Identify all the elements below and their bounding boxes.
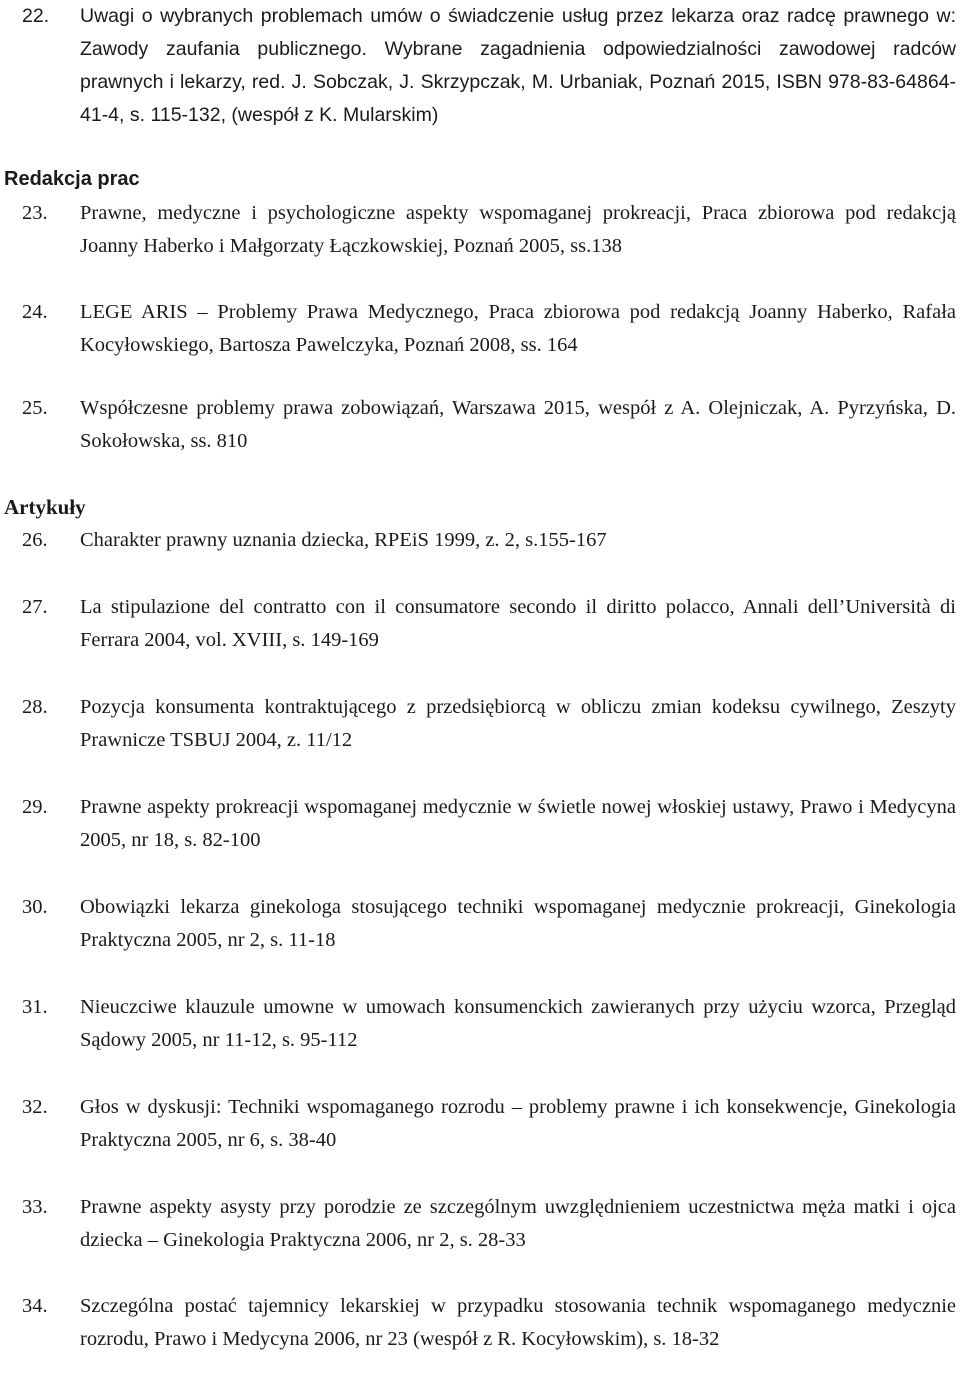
item-text: Prawne, medyczne i psychologiczne aspekty wspomaganej prokreacji, Praca zbiorowa pod redakcją Joanny Haberko i Małgorzaty Łączkowskiej, Poznań 2005, ss.138 [80,202,956,257]
list-item [22,197,956,263]
item-text: LEGE ARIS – Problemy Prawa Medycznego, Praca zbiorowa pod redakcją Joanny Haberko, Rafała Kocyłowskiego, Bartosza Pawelczyka, Poznań 2008, ss. 164 [80,301,956,356]
item-text: Prawne aspekty asysty przy porodzie ze szczególnym uwzględnieniem uczestnictwa męża matki i ojca dziecka – Ginekologia Praktyczna 2006, nr 2, s. 28-33 [80,1196,956,1251]
item-number: 33. [22,1196,48,1218]
item-text: La stipulazione del contratto con il consumatore secondo il diritto polacco, Annali dell’Università di Ferrara 2004, vol. XVIII, s. 149-169 [80,596,956,651]
list-item [22,524,956,557]
item-number: 27. [22,596,48,618]
item-number: 23. [22,202,48,224]
item-text: Pozycja konsumenta kontraktującego z przedsiębiorcą w obliczu zmian kodeksu cywilnego, Zeszyty Prawnicze TSBUJ 2004, z. 11/12 [80,696,956,751]
item-number: 31. [22,996,48,1018]
item-number: 28. [22,696,48,718]
list-item [22,296,956,362]
list-item [22,791,956,857]
item-text: Uwagi o wybranych problemach umów o świadczenie usług przez lekarza oraz radcę prawnego w: Zawody zaufania publicznego. Wybrane zagadnienia odpowiedzialności zawodowej radców prawnych i lekarzy, red. J. Sobczak, J. Skrzypczak, M. Urbaniak, Poznań 2015, ISBN 978-83-64864-41-4, s. 115-132, (wespół z K. Mularskim) [80,5,956,126]
list-item [22,1091,956,1157]
item-number: 26. [22,529,48,551]
item-number: 25. [22,397,48,419]
item-text: Głos w dyskusji: Techniki wspomaganego rozrodu – problemy prawne i ich konsekwencje, Ginekologia Praktyczna 2005, nr 6, s. 38-40 [80,1096,956,1151]
item-text: Obowiązki lekarza ginekologa stosującego techniki wspomaganej medycznie prokreacji, Ginekologia Praktyczna 2005, nr 2, s. 11-18 [80,896,956,951]
item-number: 29. [22,796,48,818]
item-number: 32. [22,1096,48,1118]
item-text: Prawne aspekty prokreacji wspomaganej medycznie w świetle nowej włoskiej ustawy, Prawo i Medycyna 2005, nr 18, s. 82-100 [80,796,956,851]
item-number: 34. [22,1295,48,1317]
list-item [22,392,956,458]
list-item [22,891,956,957]
item-text: Szczególna postać tajemnicy lekarskiej w przypadku stosowania technik wspomaganego medycznie rozrodu, Prawo i Medycyna 2006, nr 23 (wespół z R. Kocyłowskim), s. 18-32 [80,1295,956,1350]
section-heading-artykuly: Artykuły [4,495,86,519]
list-item [22,991,956,1057]
list-item [22,591,956,657]
item-number: 30. [22,896,48,918]
item-number: 24. [22,301,48,323]
item-number: 22. [22,5,50,27]
item-text: Nieuczciwe klauzule umowne w umowach konsumenckich zawieranych przy użyciu wzorca, Przegląd Sądowy 2005, nr 11-12, s. 95-112 [80,996,956,1051]
list-item [22,0,956,132]
section-heading-redakcja: Redakcja prac [4,168,140,190]
list-item [22,691,956,757]
list-item [22,1290,956,1356]
item-text: Współczesne problemy prawa zobowiązań, Warszawa 2015, wespół z A. Olejniczak, A. Pyrzyńska, D. Sokołowska, ss. 810 [80,397,956,452]
item-text: Charakter prawny uznania dziecka, RPEiS 1999, z. 2, s.155-167 [80,529,607,551]
list-item [22,1191,956,1257]
